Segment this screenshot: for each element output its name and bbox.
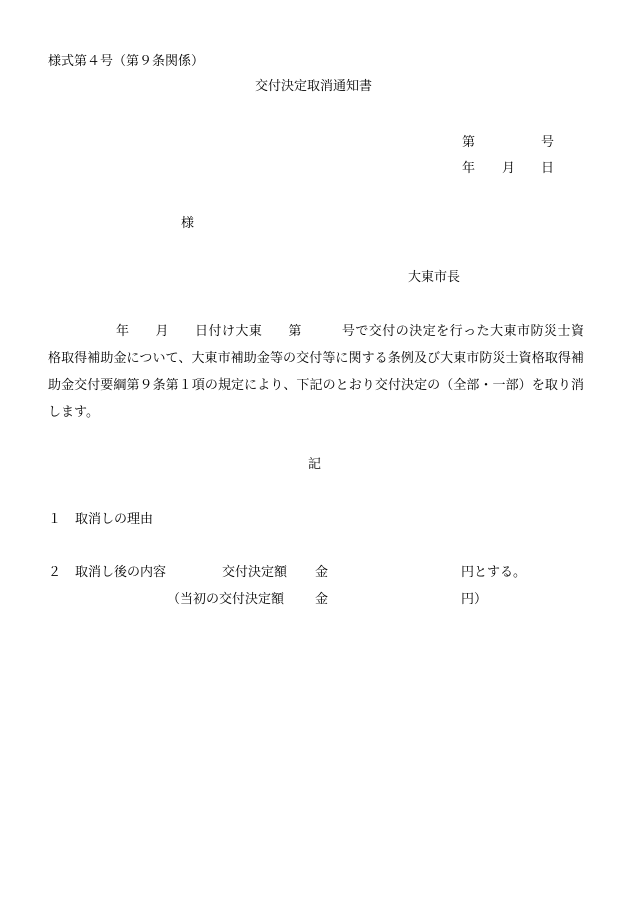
form-number: 様式第４号（第９条関係）: [48, 54, 205, 69]
item-2-number: ２: [48, 565, 62, 580]
item-1-label: 取消しの理由: [75, 512, 154, 527]
item-2-label: 取消し後の内容: [75, 565, 167, 580]
reference-go: 号: [541, 135, 555, 150]
date-day: 日: [541, 161, 555, 176]
date-year: 年: [462, 161, 476, 176]
ki-heading: 記: [308, 457, 322, 472]
item-2-amount-label: 交付決定額: [222, 565, 288, 580]
item-2-yen-text: 円とする。: [461, 565, 527, 580]
document-title: 交付決定取消通知書: [255, 79, 373, 94]
item-1-number: １: [48, 512, 62, 527]
body-dai: 第: [288, 324, 302, 339]
item-2-original-yen: 円）: [461, 592, 488, 607]
body-month: 月: [155, 324, 169, 339]
body-year: 年: [116, 324, 130, 339]
date-month: 月: [502, 161, 516, 176]
issuer-name: 大東市長: [408, 270, 461, 285]
reference-dai: 第: [462, 135, 476, 150]
item-2-original-kin: 金: [315, 592, 329, 607]
body-paragraph: [48, 318, 584, 426]
body-text: 号で交付の決定を行った大東市防災士資格取得補助金について、大東市補助金等の交付等に関する条例及び大東市防災士資格取得補助金交付要綱第９条第１項の規定により、下記のとおり交付決定の（全部・一部）を取り消します。: [48, 324, 584, 420]
item-2-original-label: （当初の交付決定額: [167, 592, 285, 607]
body-day-ref: 日付け大東: [194, 324, 263, 339]
item-2-kin: 金: [315, 565, 329, 580]
addressee-sama: 様: [181, 216, 195, 231]
